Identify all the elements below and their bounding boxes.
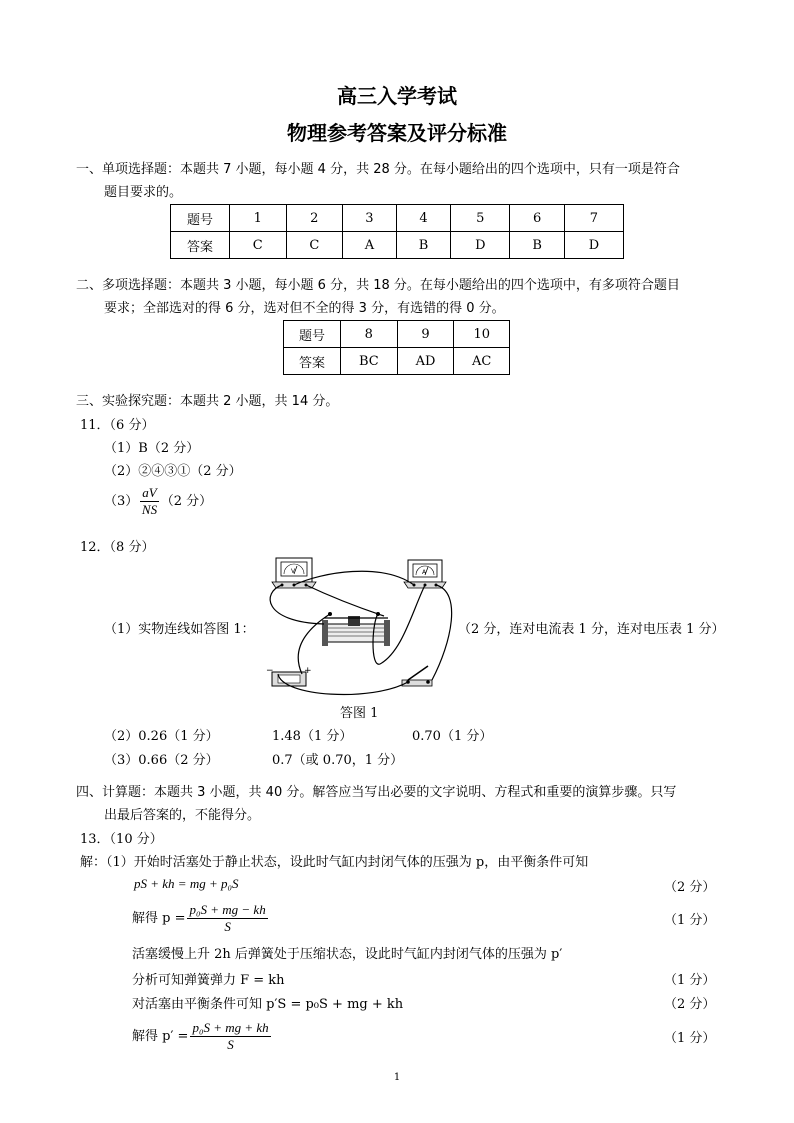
table-row	[284, 321, 510, 348]
score-1: （2 分）	[664, 880, 716, 895]
fraction-av-ns	[140, 485, 158, 518]
page-title: 高三入学考试	[337, 84, 457, 108]
voltmeter-icon	[272, 558, 316, 588]
page-number: 1	[393, 1072, 401, 1083]
table-row	[171, 232, 624, 259]
page-subtitle: 物理参考答案及评分标准	[287, 121, 507, 145]
figure-caption: 答图 1	[340, 706, 379, 721]
score-2: （1 分）	[664, 913, 716, 928]
fraction-denominator: S	[227, 1037, 234, 1052]
table-header-cell: 题号	[171, 205, 230, 232]
table-cell: 6	[510, 205, 565, 232]
table-cell: D	[564, 232, 623, 259]
svg-text:−: −	[266, 666, 274, 676]
answer-table-2	[283, 320, 510, 375]
answer-11-3-prefix: （3）	[104, 494, 139, 509]
answer-12-2c: 0.70（1 分）	[412, 729, 493, 744]
table-row	[171, 205, 624, 232]
solution-line-5: 对活塞由平衡条件可知 p′S = p₀S + mg + kh	[132, 997, 404, 1012]
table-header-cell: 答案	[284, 348, 341, 375]
table-cell: A	[343, 232, 397, 259]
answer-11-2: （2）②④③①（2 分）	[104, 464, 242, 479]
table-cell: C	[230, 232, 287, 259]
answer-11-3-score: （2 分）	[160, 494, 213, 509]
table-cell: BC	[341, 348, 398, 375]
answer-12-3b: 0.7（或 0.70，1 分）	[272, 753, 404, 768]
svg-text:+: +	[304, 666, 312, 676]
table-cell: B	[396, 232, 451, 259]
fraction-denominator: S	[224, 919, 231, 934]
table-cell: D	[451, 232, 510, 259]
table-cell: B	[510, 232, 565, 259]
score-6: （1 分）	[664, 1031, 716, 1046]
table-cell: 7	[564, 205, 623, 232]
answer-12-1-score: （2 分，连对电流表 1 分，连对电压表 1 分）	[458, 622, 725, 637]
section-2-heading-cont: 要求；全部选对的得 6 分，选对但不全的得 3 分，有选错的得 0 分。	[104, 301, 505, 316]
answer-12-3a: （3）0.66（2 分）	[104, 753, 219, 768]
battery-icon	[266, 666, 312, 686]
solution-line-3: 活塞缓慢上升 2h 后弹簧处于压缩状态，设此时气缸内封闭气体的压强为 p′	[132, 947, 563, 962]
table-header-cell: 答案	[171, 232, 230, 259]
answer-11-1: （1）B（2 分）	[104, 441, 200, 456]
table-cell: 3	[343, 205, 397, 232]
score-5: （2 分）	[664, 997, 716, 1012]
svg-text:V: V	[291, 568, 296, 575]
table-header-cell: 题号	[284, 321, 341, 348]
question-13-label: 13．（10 分）	[80, 832, 163, 847]
solution-line-2	[132, 902, 270, 935]
circuit-diagram	[262, 552, 462, 697]
ammeter-icon	[404, 560, 446, 588]
solve-label: 解得 p′ =	[132, 1029, 189, 1044]
equation-1: pS + kh = mg + p₀S	[134, 876, 239, 891]
fraction-p-prime	[190, 1020, 270, 1053]
fraction-numerator: p₀S + mg − kh	[189, 902, 266, 917]
section-1-heading-cont: 题目要求的。	[104, 185, 183, 200]
svg-text:A: A	[422, 569, 427, 576]
score-4: （1 分）	[664, 973, 716, 988]
table-cell: 5	[451, 205, 510, 232]
table-row	[284, 348, 510, 375]
question-12-label: 12．（8 分）	[80, 540, 155, 555]
answer-12-2b: 1.48（1 分）	[272, 729, 353, 744]
solution-line-4: 分析可知弹簧弹力 F = kh	[132, 973, 285, 988]
question-11-label: 11．（6 分）	[80, 418, 155, 433]
fraction-p	[187, 902, 267, 935]
table-cell: 4	[396, 205, 451, 232]
fraction-numerator: aV	[142, 485, 157, 500]
answer-12-1: （1）实物连线如答图 1：	[104, 622, 255, 637]
answer-table-1	[170, 204, 624, 259]
table-cell: 9	[397, 321, 454, 348]
section-1-heading: 一、单项选择题：本题共 7 小题，每小题 4 分，共 28 分。在每小题给出的四个选项中，只有一项是符合	[76, 162, 680, 177]
table-cell: AC	[454, 348, 510, 375]
rheostat-icon	[322, 612, 390, 646]
answer-12-2a: （2）0.26（1 分）	[104, 729, 219, 744]
section-2-heading: 二、多项选择题：本题共 3 小题，每小题 6 分，共 18 分。在每小题给出的四个选项中，有多项符合题目	[76, 278, 680, 293]
table-cell: 10	[454, 321, 510, 348]
solve-label: 解得 p =	[132, 911, 186, 926]
fraction-denominator: NS	[141, 502, 158, 517]
table-cell: 2	[286, 205, 343, 232]
solution-line-6	[132, 1020, 273, 1053]
table-cell: 8	[341, 321, 398, 348]
section-3-heading: 三、实验探究题：本题共 2 小题，共 14 分。	[76, 394, 339, 409]
section-4-heading: 四、计算题：本题共 3 小题，共 40 分。解答应当写出必要的文字说明、方程式和重要的演算步骤。只写	[76, 785, 677, 800]
fraction-numerator: p₀S + mg + kh	[192, 1020, 269, 1035]
section-4-heading-cont: 出最后答案的，不能得分。	[104, 808, 261, 823]
solution-line-1: 解：（1）开始时活塞处于静止状态，设此时气缸内封闭气体的压强为 p，由平衡条件可知	[80, 855, 589, 870]
table-cell: 1	[230, 205, 287, 232]
answer-11-3	[104, 485, 212, 518]
table-cell: C	[286, 232, 343, 259]
table-cell: AD	[397, 348, 454, 375]
